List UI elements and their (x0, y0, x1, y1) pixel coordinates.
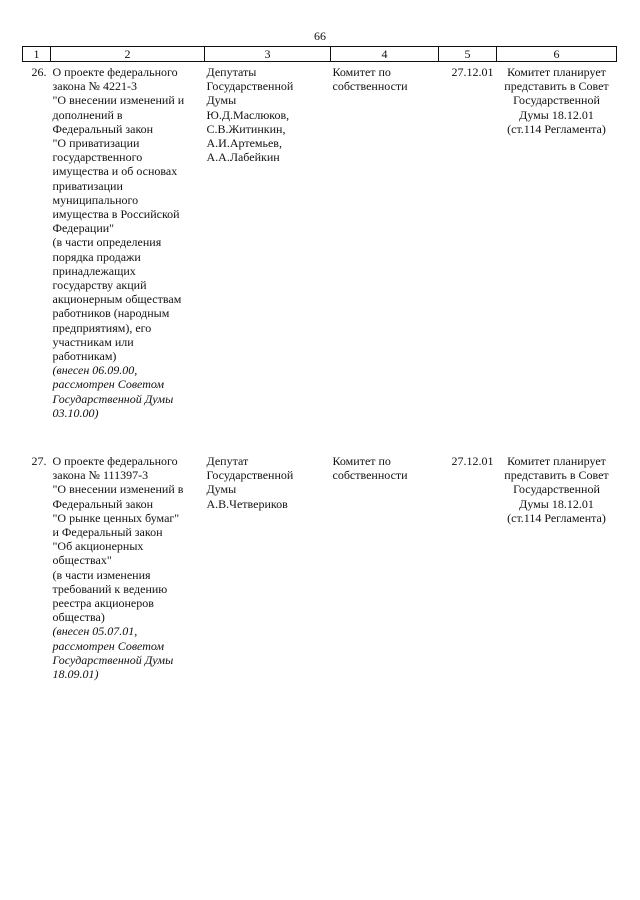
text-line: "Об акционерных (52, 539, 144, 554)
text-line: "О приватизации (52, 136, 140, 151)
text-line: Комитет по (332, 454, 391, 468)
text-line: Депутаты (206, 65, 257, 79)
column-header-5: 5 (439, 47, 497, 62)
consideration-date: 27.12.01 (451, 65, 494, 79)
bill-review-note (53, 363, 203, 420)
text-line: (внесен 05.07.01, (52, 624, 138, 639)
text-line: порядка продажи (52, 249, 141, 264)
text-line: муниципального (52, 192, 139, 207)
text-line: А.И.Артемьев, (206, 136, 282, 151)
text-line: имущества и об основах (52, 164, 178, 179)
committee-plan (497, 62, 617, 452)
text-line: Государственной Думы (52, 391, 174, 406)
responsible-committee (331, 62, 439, 452)
text-line: работникам) (52, 349, 117, 364)
text-line: Депутат (206, 454, 249, 468)
text-line: представить в Совет (504, 468, 609, 483)
text-line: и Федеральный закон (52, 525, 163, 540)
text-line: Государственной (513, 93, 600, 108)
text-line: реестра акционеров (52, 596, 154, 611)
text-line: общества) (52, 610, 105, 625)
text-line: акционерным обществам (52, 292, 182, 307)
text-line: представить в Совет (504, 79, 609, 94)
column-header-6: 6 (497, 47, 617, 62)
text-line: (в части определения (52, 235, 162, 250)
text-line: Думы (206, 482, 237, 497)
column-header-3: 3 (205, 47, 331, 62)
text-line: собственности (332, 468, 408, 483)
text-line: Государственной Думы (52, 652, 174, 667)
text-line: дополнений в (52, 107, 123, 122)
text-line: А.В.Четвериков (206, 496, 288, 511)
table-row (23, 451, 617, 704)
text-line: Государственной (206, 468, 294, 483)
text-line: имущества в Российской (52, 207, 180, 222)
text-line: "О внесении изменений и (52, 93, 185, 108)
column-header-2: 2 (51, 47, 205, 62)
text-line: 18.09.01) (52, 667, 99, 682)
text-line: рассмотрен Советом (52, 377, 165, 392)
text-line: собственности (332, 79, 408, 94)
text-line: предприятиям), его (52, 320, 152, 335)
text-line: участникам или (52, 334, 134, 349)
text-line: Государственной (206, 79, 294, 94)
text-line: Федерации" (52, 221, 115, 236)
column-header-1: 1 (23, 47, 51, 62)
text-line: Комитет планирует (507, 65, 606, 79)
bill-title-cell (51, 62, 205, 452)
bill-title (53, 454, 203, 624)
text-line: Комитет планирует (507, 454, 606, 468)
page-number: 66 (314, 29, 326, 43)
text-line: закона № 4221-3 (52, 79, 137, 94)
text-line: Комитет по (332, 65, 391, 79)
bill-title (53, 65, 203, 363)
text-line: закона № 111397-3 (52, 468, 149, 483)
text-line: государственного (52, 150, 143, 165)
text-line: приватизации (52, 178, 123, 193)
text-line: Думы (206, 93, 237, 108)
column-header-4: 4 (331, 47, 439, 62)
text-line: (в части изменения (52, 567, 151, 582)
text-line: принадлежащих (52, 263, 136, 278)
text-line: "О рынке ценных бумаг" (52, 510, 180, 525)
bill-review-note (53, 624, 203, 681)
bills-table (22, 46, 617, 704)
consideration-date: 27.12.01 (451, 454, 494, 468)
bill-authors (205, 62, 331, 452)
text-line: Федеральный закон (52, 496, 154, 511)
text-line: государству акций (52, 278, 147, 293)
text-line: С.В.Житинкин, (206, 121, 286, 136)
text-line: (ст.114 Регламента) (507, 121, 606, 136)
table-header-row (23, 47, 617, 62)
text-line: требований к ведению (52, 581, 168, 596)
text-line: обществах" (52, 553, 112, 568)
text-line: О проекте федерального (52, 65, 178, 79)
text-line: (ст.114 Регламента) (507, 510, 606, 525)
responsible-committee (331, 451, 439, 704)
text-line: работников (народным (52, 306, 170, 321)
text-line: Думы 18.12.01 (519, 107, 594, 122)
text-line: Ю.Д.Маслюков, (206, 107, 290, 122)
text-line: О проекте федерального (52, 454, 178, 468)
bill-title-cell (51, 451, 205, 704)
text-line: "О внесении изменений в (52, 482, 184, 497)
text-line: (внесен 06.09.00, (52, 363, 138, 378)
text-line: рассмотрен Советом (52, 638, 165, 653)
row-number: 26. (31, 65, 47, 79)
row-number: 27. (31, 454, 47, 468)
text-line: А.А.Лабейкин (206, 150, 280, 165)
text-line: Думы 18.12.01 (519, 496, 594, 511)
text-line: Государственной (513, 482, 600, 497)
table-row (23, 62, 617, 452)
bill-authors (205, 451, 331, 704)
text-line: Федеральный закон (52, 121, 154, 136)
committee-plan (497, 451, 617, 704)
text-line: 03.10.00) (52, 405, 99, 420)
